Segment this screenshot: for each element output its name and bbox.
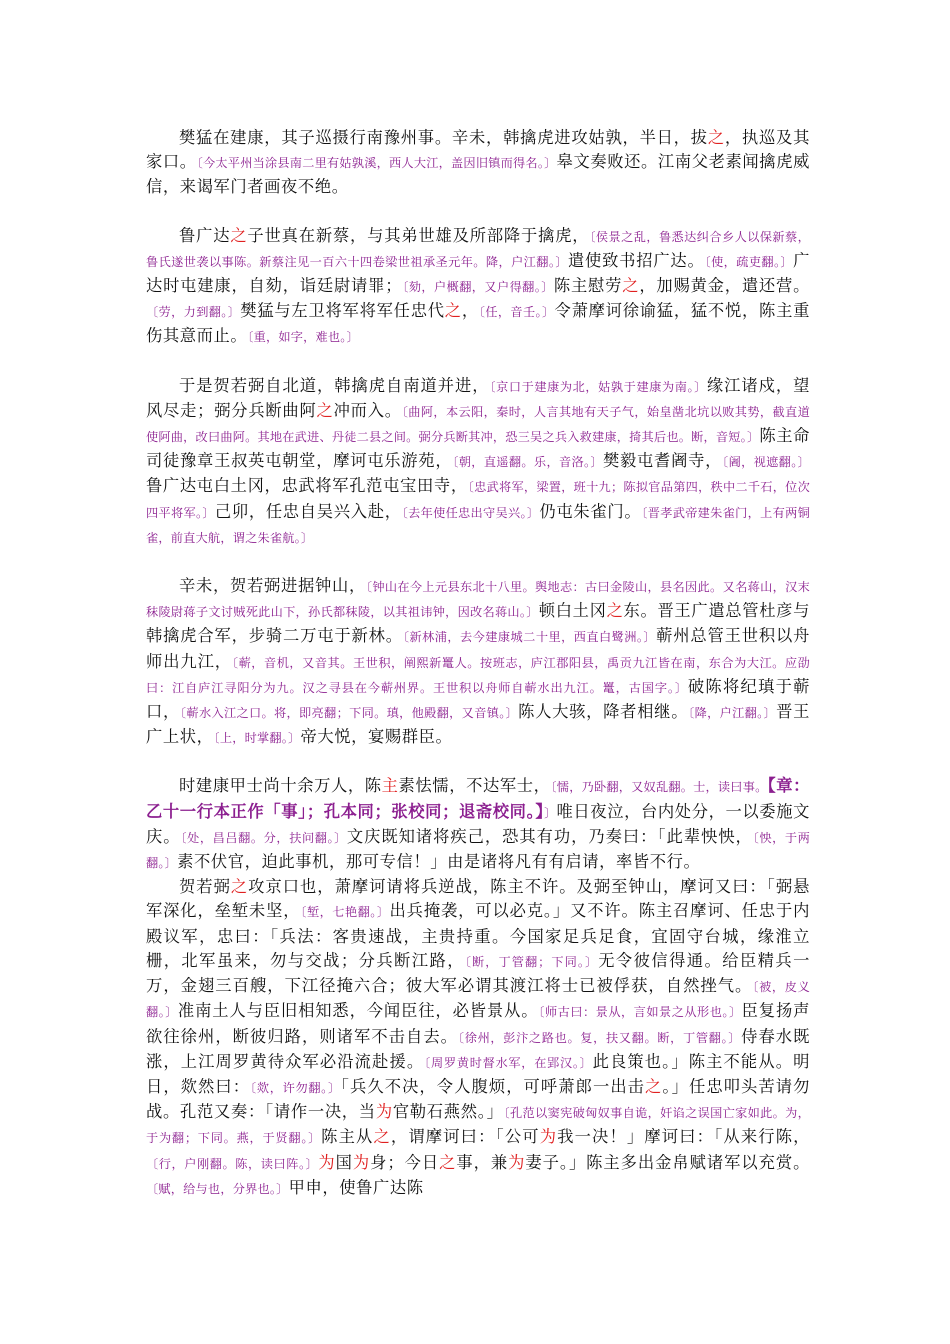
body-text: 辛未，贺若弼进据钟山， bbox=[179, 576, 366, 596]
body-text: 无令彼信得通。给臣精兵一万，金翅三百艘，下江径掩六合；彼大军必谓其渡江将士已被俘获，自然挫气。 bbox=[146, 950, 811, 996]
body-text: 皋文奏败还。江南父老素闻擒虎威信，来谒军门者画夜不绝。 bbox=[146, 152, 810, 197]
body-text: ，执巡及其家口。 bbox=[146, 128, 810, 172]
body-text: 冲而入。 bbox=[333, 400, 402, 420]
body-text: 官勒石燕然。」 bbox=[392, 1102, 504, 1122]
highlighted-char: 之 bbox=[230, 877, 249, 897]
annotation-note: 〔侯景之乱，鲁悉达纠合乡人以保新蔡，鲁氏遂世袭以事陈。新蔡注见一百六十四卷梁世祖承圣元年。降，户江翻。〕 bbox=[146, 229, 811, 269]
annotation-note: 〔任，音壬。〕 bbox=[478, 305, 555, 320]
annotation-note: 〔蕲水入江之口。将，即亮翻；下同。瑱，他殿翻，又音镇。〕 bbox=[180, 706, 519, 721]
paragraph bbox=[146, 574, 810, 750]
annotation-note: 〕 bbox=[544, 805, 557, 820]
body-text: 素不伏官，迫此事机，那可专信！」由是诸将凡有有启请，率皆不行。 bbox=[177, 852, 701, 872]
body-text: 时建康甲士尚十余万人，陈 bbox=[179, 776, 382, 796]
highlighted-char: 之 bbox=[645, 1076, 663, 1096]
body-text: 国 bbox=[335, 1152, 353, 1172]
body-text: 臣复扬声欲往徐州，断彼归路，则诸军不击自去。 bbox=[146, 1001, 811, 1046]
highlighted-char: 为 bbox=[375, 1102, 393, 1122]
annotation-note: 〔处，昌吕翻。分，扶问翻。〕 bbox=[180, 830, 347, 845]
body-text: 东。晋王广遣总管杜彦与韩擒虎合军，步骑二万屯于新林。 bbox=[146, 601, 811, 646]
annotation-note: 〔劳，力到翻。〕 bbox=[146, 305, 241, 320]
annotation-note: 〔晋孝武帝建朱雀门，上有两铜雀，前直大航，谓之朱雀航。〕 bbox=[146, 505, 811, 545]
paragraph bbox=[146, 224, 810, 350]
annotation-note: 〔今太平州当涂县南二里有姑孰溪，西人大江，盖因旧镇而得名。〕 bbox=[196, 156, 557, 171]
body-text: 侍春水既涨，上江周罗黄待众军必沿流赴援。 bbox=[146, 1026, 810, 1071]
annotation-note: 〔懦，乃卧翻，又奴乱翻。士，读曰事。 bbox=[550, 780, 768, 795]
body-text: 攻京口也，萧摩诃请将兵逆战，陈主不许。及弼至钟山，摩诃又曰：「弼悬军深化，垒堑未坚， bbox=[146, 877, 810, 921]
body-text: ， bbox=[461, 301, 479, 321]
body-text: 陈主从 bbox=[321, 1127, 374, 1147]
body-text: 我一决！」摩诃曰：「从来行陈， bbox=[557, 1127, 811, 1147]
body-text: 出兵掩袭，可以必克。」又不许。陈主召摩诃、任忠于内殿议军，忠曰：「兵法：客贵速战，主贵持重。今国家足兵足食，宜固守台城，缘淮立栅，北军虽来，勿与交战；分兵断江路， bbox=[146, 901, 810, 970]
annotation-note: 〔降，户江翻。〕 bbox=[688, 706, 777, 721]
annotation-note: 〔蕲，音机，又音其。王世积，阐熙新鼍人。按班志，庐江郡阳县，禹贡九江皆在南，东合为大江。应劭曰：江自庐江寻阳分为九。汉之寻县在今蕲州界。王世积以舟师自蕲水出九江。鼍，古国字。〕 bbox=[146, 655, 810, 695]
body-text: 「兵久不决，令人腹烦，可呼萧郎一出击 bbox=[340, 1076, 646, 1096]
annotation-note: 〔朝，直遥翻。乐，音洛。〕 bbox=[452, 455, 603, 470]
highlighted-char: 为 bbox=[352, 1152, 371, 1172]
body-text: 令萧摩诃徐谕猛，猛不悦，陈主重伤其意而止。 bbox=[146, 301, 810, 346]
annotation-note: 〔去年使任忠出守吴兴。〕 bbox=[401, 505, 540, 520]
body-text: 广达时屯建康，自劾，诣廷尉请罪； bbox=[146, 250, 810, 296]
body-text: 此良策也。」陈主不能从。明日，欻然曰： bbox=[146, 1051, 810, 1096]
body-text: 事，兼 bbox=[456, 1152, 509, 1172]
paragraph bbox=[146, 374, 810, 550]
paragraph bbox=[146, 774, 810, 875]
body-text: 己卯，任忠自吴兴入赴， bbox=[214, 501, 402, 521]
body-text: 顿白土冈 bbox=[538, 601, 607, 621]
annotation-note: 〔忠武将军，梁置，班十九；陈拟官品第四，秩中二千石，位次四平将军。〕 bbox=[146, 480, 810, 520]
body-text: ，加赐黄金，遣还营。 bbox=[639, 276, 810, 296]
highlighted-char: 之 bbox=[622, 276, 640, 296]
body-text: 文庆既知诸将疾己，恐其有功，乃奏曰：「此辈怏怏， bbox=[346, 826, 753, 846]
body-text: ，谓摩诃曰：「公可 bbox=[390, 1127, 540, 1147]
body-text: 帝大悦，宴赐群臣。 bbox=[300, 727, 453, 747]
highlighted-char: 之 bbox=[316, 400, 334, 420]
annotation-note: 〔阇，视遮翻。〕 bbox=[722, 455, 811, 470]
body-text: 唯日夜泣，台内处分，一以委施文庆。 bbox=[146, 801, 810, 846]
body-text: 缘江诸戍，望风尽走；弼分兵断曲阿 bbox=[146, 375, 810, 420]
annotation-note: 〔使，疏吏翻。〕 bbox=[704, 254, 794, 269]
body-text: 子世真在新蔡，与其弟世雄及所部降于擒虎， bbox=[247, 225, 590, 245]
annotation-note: 〔断，丁管翻；下同。〕 bbox=[464, 954, 599, 969]
annotation-note: 〔堑，七艳翻。〕 bbox=[300, 905, 390, 920]
body-text: 陈主命司徒豫章王叔英屯朝堂，摩诃屯乐游苑， bbox=[146, 426, 810, 471]
body-text: 贺若弼 bbox=[179, 877, 231, 897]
paragraph bbox=[146, 126, 810, 200]
annotation-note: 〔曲阿，本云阳，秦时，人言其地有天子气，始皇凿北坑以败其势，截直道使阿曲，改曰曲阿。其地在武进、丹徒二县之间。弼分兵断其冲，恐三吴之兵入救建康，掎其后也。断，音短。〕 bbox=[146, 404, 810, 445]
body-text: 身；今日 bbox=[370, 1152, 440, 1172]
body-text: 樊猛在建康，其子巡摄行南豫州事。辛未，韩擒虎进攻姑孰，半日，拔 bbox=[179, 128, 708, 147]
body-text: 陈主慰劳 bbox=[553, 276, 623, 296]
collation-note: 【章：乙十一行本正作「事」；孔本同；张校同；退斋校同。】 bbox=[146, 776, 810, 821]
annotation-note: 〔赋，给与也，分界也。〕 bbox=[146, 1181, 289, 1196]
annotation-note: 〔上，时掌翻。〕 bbox=[213, 731, 301, 746]
annotation-note: 〔钟山在今上元县东北十八里。舆地志：古曰金陵山，县名因此。又名蒋山，汉末秣陵尉蒋子文讨贼死此山下，孙氏都秣陵，以其祖讳钟，因改名蒋山。〕 bbox=[146, 580, 810, 620]
body-text: 陈人大骇，降者相继。 bbox=[518, 702, 689, 722]
annotation-note: 〔孔范以窦宪破匈奴事自诡，奸谄之误国亡家如此。为，于为翻；下同。燕，于贤翻。〕 bbox=[146, 1106, 810, 1146]
highlighted-char: 为 bbox=[539, 1127, 558, 1147]
annotation-note: 〔劾，户概翻，又户得翻。〕 bbox=[402, 280, 554, 295]
highlighted-char: 之 bbox=[230, 225, 248, 245]
body-text: 于是贺若弼自北道，韩擒虎自南道并进， bbox=[179, 375, 490, 395]
annotation-note: 〔周罗黄时督水军，在郢汉。〕 bbox=[424, 1055, 593, 1070]
body-text: 蕲州总管王世积以舟师出九江， bbox=[146, 626, 810, 671]
body-text: 鲁广达 bbox=[179, 225, 231, 245]
body-text: 樊猛与左卫将军将军任忠代 bbox=[240, 301, 445, 321]
highlighted-char: 之 bbox=[444, 301, 462, 321]
highlighted-char: 为 bbox=[318, 1152, 336, 1172]
body-text: 晋王广上状， bbox=[146, 702, 810, 747]
highlighted-char: 之 bbox=[439, 1152, 457, 1172]
body-text: 鲁广达屯白土冈，忠武将军孔范屯宝田寺， bbox=[146, 476, 468, 496]
body-text: 素怯懦，不达军士， bbox=[398, 776, 551, 796]
annotation-note: 〔新林浦，去今建康城二十里，西直白鹭洲。〕 bbox=[402, 630, 657, 645]
paragraph bbox=[146, 875, 810, 1201]
highlighted-char: 主 bbox=[381, 776, 399, 796]
body-text: 樊毅屯耆阇寺， bbox=[603, 451, 723, 471]
body-text: 遣使致书招广达。 bbox=[567, 250, 705, 270]
highlighted-char: 之 bbox=[606, 601, 624, 621]
annotation-note: 〔行，户刚翻。陈，读曰阵。〕 bbox=[146, 1156, 319, 1171]
annotation-note: 〔怏，于两翻。〕 bbox=[146, 830, 810, 871]
annotation-note: 〔重，如字，难也。〕 bbox=[247, 330, 359, 345]
highlighted-char: 之 bbox=[707, 128, 725, 147]
document-body bbox=[146, 126, 810, 1201]
annotation-note: 〔被，皮义翻。〕 bbox=[146, 980, 810, 1020]
body-text: 仍屯朱雀门。 bbox=[539, 501, 642, 521]
annotation-note: 〔京口于建康为北，姑孰于建康为南。〕 bbox=[489, 379, 707, 394]
body-text: 。」任忠叩头苦请勿战。孔范又奏：「请作一决，当 bbox=[146, 1076, 810, 1122]
body-text: 妻子。」陈主多出金帛赋诸军以充赏。 bbox=[525, 1152, 810, 1172]
body-text: 破陈将纪瑱于蕲口， bbox=[146, 676, 810, 722]
annotation-note: 〔徐州，彭汴之路也。复，扶又翻。断，丁管翻。〕 bbox=[458, 1030, 742, 1045]
annotation-note: 〔欻，许勿翻。〕 bbox=[250, 1080, 341, 1095]
body-text: 准南土人与臣旧相知悉，今闻臣往，必皆景从。 bbox=[177, 1001, 539, 1021]
body-text: 甲申，使鲁广达陈 bbox=[288, 1177, 424, 1197]
highlighted-char: 之 bbox=[373, 1127, 391, 1147]
highlighted-char: 为 bbox=[508, 1152, 526, 1172]
annotation-note: 〔师古曰：景从，言如景之从形也。〕 bbox=[538, 1005, 742, 1020]
